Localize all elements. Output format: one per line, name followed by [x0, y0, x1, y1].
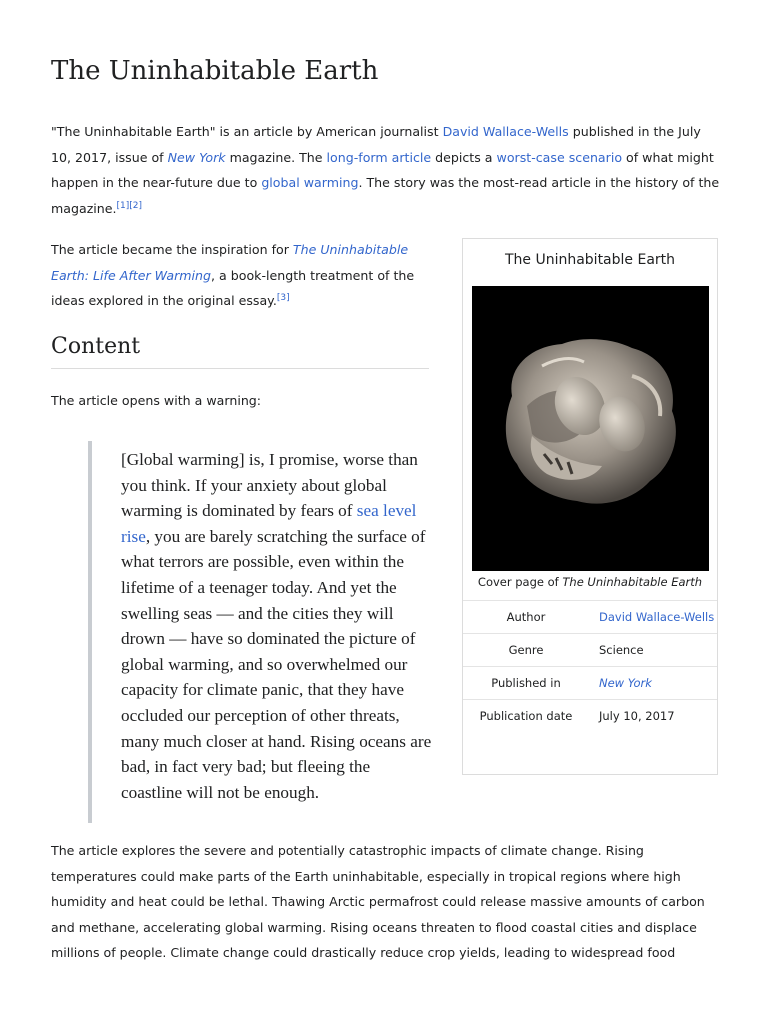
infobox-value: July 10, 2017 — [599, 709, 675, 723]
long-form-article-link[interactable]: long-form article — [326, 149, 432, 165]
infobox-table — [463, 600, 717, 732]
para-text: The article became the inspiration for — [51, 242, 293, 257]
lead-text: of what might happen in the near-future due to — [51, 149, 714, 190]
content-heading: Content — [51, 334, 429, 369]
reference-link[interactable]: [2] — [129, 200, 143, 211]
infobox-title: The Uninhabitable Earth — [504, 252, 676, 268]
reference-link[interactable]: [3] — [276, 292, 290, 303]
new-york-link[interactable]: New York — [167, 149, 226, 165]
sea-level-rise-link[interactable]: sea level rise — [121, 501, 417, 546]
infobox-key: Published in — [491, 676, 561, 690]
skull-sculpture-image — [472, 286, 709, 571]
block-quote — [88, 441, 433, 823]
impacts-paragraph: The article explores the severe and potentially catastrophic impacts of climate change. Rising temperatures could make parts of the Earth uninhabitable, especially in tropical regions where high humidity and heat could be lethal. Thawing Arctic permafrost could release massive amounts of carbon and methane, accelerating global warming. Rising oceans threaten to flood coastal cities and displace millions of people. Climate change could drastically reduce crop yields, leading to widespread food — [51, 843, 705, 961]
infobox-row-genre — [463, 633, 717, 666]
para-text: , a book-length treatment of the ideas explored in the original essay. — [51, 267, 415, 308]
book-link[interactable]: The Uninhabitable Earth: Life After Warming — [51, 242, 409, 283]
lead-text: . The story was the most-read article in the history of the magazine. — [51, 175, 720, 216]
author-value-link[interactable]: David Wallace-Wells — [599, 610, 715, 624]
opens-text: The article opens with a warning: — [51, 393, 262, 408]
cover-image[interactable] — [472, 286, 709, 571]
publisher-value-link[interactable]: New York — [599, 676, 652, 690]
infobox-value: Science — [599, 643, 644, 657]
infobox-key: Author — [506, 610, 546, 624]
worst-case-scenario-link[interactable]: worst-case scenario — [496, 149, 623, 165]
caption-title: The Uninhabitable Earth — [562, 575, 703, 589]
quote-text — [121, 441, 433, 805]
lead-text: magazine. The — [225, 149, 327, 165]
infobox-key: Genre — [508, 643, 544, 657]
global-warming-link[interactable]: global warming — [261, 175, 359, 190]
cover-caption — [463, 572, 717, 592]
infobox — [462, 238, 718, 775]
quote-part: , you are barely scratching the surface of what terrors are possible, even within the lifetime of a teenager today. And yet the swelling seas — and the cities they will drown — have so dominated the picture of global warming, and so overwhelmed our capacity for climate panic, that they have occluded our perception of other threats, many much closer at hand. Rising oceans are bad, in fact very bad; but fleeing the coastline will not be enough. — [121, 526, 432, 802]
author-link[interactable]: David Wallace-Wells — [442, 124, 569, 139]
caption-prefix: Cover page of — [477, 575, 563, 589]
infobox-row-author — [463, 600, 717, 633]
infobox-row-published-in — [463, 666, 717, 699]
lead-text: published in the July 10, 2017, issue of — [51, 124, 701, 165]
lead-paragraph — [51, 119, 721, 221]
inspiration-paragraph — [51, 237, 433, 314]
page-title: The Uninhabitable Earth — [51, 56, 379, 86]
infobox-key: Publication date — [479, 709, 573, 723]
infobox-row-publication-date — [463, 699, 717, 732]
reference-link[interactable]: [1] — [116, 200, 130, 211]
lead-text: depicts a — [431, 149, 497, 165]
quote-part: [Global warming] is, I promise, worse than you think. If your anxiety about global warming is dominated by fears of — [121, 450, 418, 521]
lead-text: "The Uninhabitable Earth" is an article by American journalist — [51, 124, 443, 139]
